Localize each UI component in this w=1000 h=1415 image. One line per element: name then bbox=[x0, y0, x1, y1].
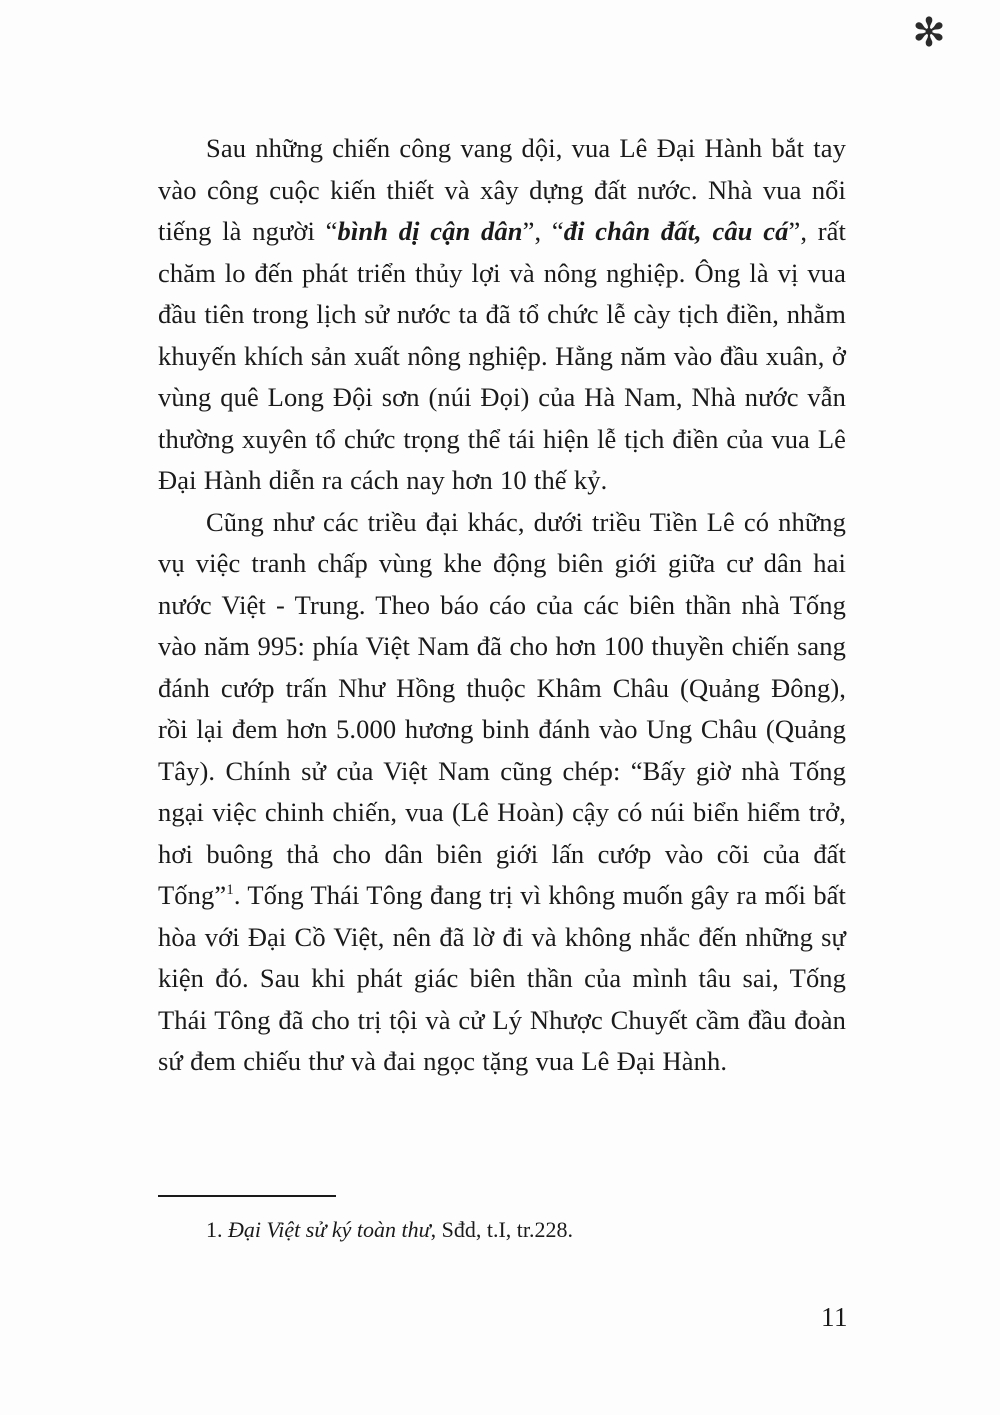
paragraph-1-run-4: đi chân đất, câu cá bbox=[563, 216, 789, 246]
footnote-separator-rule bbox=[158, 1195, 336, 1197]
footnote-reference-1: 1 bbox=[226, 882, 234, 899]
paragraph-1-run-3: ”, “ bbox=[522, 216, 564, 246]
footnote-source: , Sđd, t.I, tr.228. bbox=[430, 1217, 574, 1242]
footnote-area bbox=[158, 1195, 846, 1245]
ornament-glyph: ✻ bbox=[912, 10, 946, 55]
paragraph-1-run-1: Sau những chiến công vang dội, vua Lê Đại Hành bắt tay vào công cuộc kiến thiết và xây dựng đất nước. Nhà vua nổi tiếng là người “ bbox=[158, 133, 846, 246]
paragraph-1-run-5: ”, rất chăm lo đến phát triển thủy lợi và nông nghiệp. Ông là vị vua đầu tiên trong lịch sử nước ta đã tổ chức lễ cày tịch điền, nhằm khuyến khích sản xuất nông nghiệp. Hằng năm vào đầu xuân, ở vùng quê Long Đội sơn (núi Đọi) của Hà Nam, Nhà nước vẫn thường xuyên tổ chức trọng thể tái hiện lễ tịch điền của vua Lê Đại Hành diễn ra cách nay hơn 10 thế kỷ. bbox=[158, 216, 846, 495]
paragraph-1 bbox=[158, 128, 846, 502]
paragraph-2 bbox=[158, 502, 846, 1083]
floral-asterisk-ornament-icon bbox=[906, 10, 952, 56]
page-body bbox=[158, 128, 846, 1083]
paragraph-2-run-3: . Tống Thái Tông đang trị vì không muốn gây ra mối bất hòa với Đại Cồ Việt, nên đã lờ đi và không nhắc đến những sự kiện đó. Sau khi phát giác biên thần của mình tâu sai, Tống Thái Tông đã cho trị tội và cử Lý Nhược Chuyết cầm đầu đoàn sứ đem chiếu thư và đai ngọc tặng vua Lê Đại Hành. bbox=[158, 880, 846, 1076]
footnote-marker: 1. bbox=[206, 1217, 223, 1242]
page-number: 11 bbox=[821, 1302, 848, 1332]
paragraph-2-run-1: Cũng như các triều đại khác, dưới triều Tiền Lê có những vụ việc tranh chấp vùng khe động biên giới giữa cư dân hai nước Việt - Trung. Theo báo cáo của các biên thần nhà Tống vào năm 995: phía Việt Nam đã cho hơn 100 thuyền chiến sang đánh cướp trấn Như Hồng thuộc Khâm Châu (Quảng Đông), rồi lại đem hơn 5.000 hương binh đánh vào Ung Châu (Quảng Tây). Chính sử của Việt Nam cũng chép: “Bấy giờ nhà Tống ngại việc chinh chiến, vua (Lê Hoàn) cậy có núi biển hiểm trở, hơi buông thả cho dân biên giới lấn cướp vào cõi của đất Tống” bbox=[158, 506, 846, 910]
footnote-title: Đại Việt sử ký toàn thư bbox=[228, 1217, 431, 1242]
paragraph-1-run-2: bình dị cận dân bbox=[337, 216, 523, 246]
footnote-1 bbox=[158, 1215, 846, 1245]
